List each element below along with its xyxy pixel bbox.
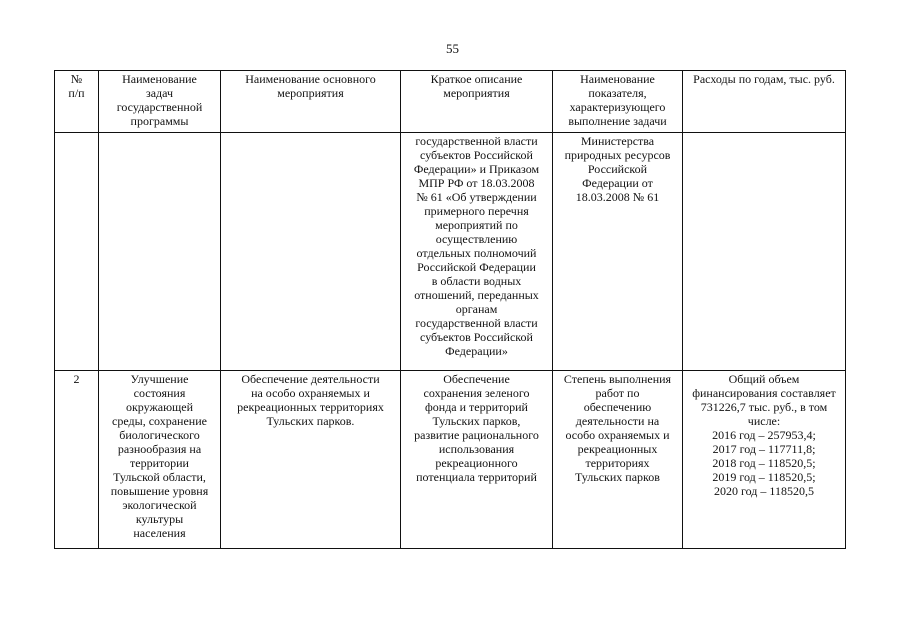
cell-line: Обеспечение деятельности [241, 372, 380, 386]
cell-line: Степень выполнения [563, 372, 672, 386]
cell-line: характеризующего [569, 100, 666, 114]
cell-line: Федерации» и Приказом [413, 162, 540, 176]
cell-line: субъектов Российской [420, 148, 533, 162]
cell-line: Российской Федерации [417, 260, 536, 274]
cell-line: Федерации от [582, 176, 653, 190]
cell-line: Краткое описание [430, 72, 523, 86]
table-cell [221, 133, 401, 371]
header-cell [99, 71, 221, 133]
header-cell [683, 71, 846, 133]
cell-line: мероприятия [277, 86, 344, 100]
page-number: 55 [446, 41, 459, 56]
cell-line: экологической [122, 498, 197, 512]
cell-line: показателя, [588, 86, 647, 100]
cell-line: обеспечению [583, 400, 652, 414]
cell-line: мероприятия [443, 86, 510, 100]
cell-line: субъектов Российской [420, 330, 533, 344]
header-cell [221, 71, 401, 133]
cell-line: примерного перечня [424, 204, 529, 218]
cell-line: использования [438, 442, 515, 456]
cell-line: выполнение задачи [568, 114, 667, 128]
table-row [55, 133, 846, 371]
table-cell [401, 133, 553, 371]
cell-line: 18.03.2008 № 61 [575, 190, 660, 204]
cell-line: органам [455, 302, 498, 316]
table-cell [221, 371, 401, 549]
cell-line: потенциала территорий [416, 470, 537, 484]
cell-line: разнообразия на [117, 442, 202, 456]
table-cell [683, 371, 846, 549]
cell-line: Тульских парков, [432, 414, 521, 428]
cell-line: фонда и территорий [425, 400, 528, 414]
cell-line: отношений, переданных [414, 288, 539, 302]
cell-line: финансирования составляет [692, 386, 836, 400]
table-header-row [55, 71, 846, 133]
cell-line: Наименование основного [245, 72, 376, 86]
cell-line: населения [133, 526, 186, 540]
cell-line: культуры [135, 512, 184, 526]
table-cell [55, 371, 99, 549]
cell-line: состояния [133, 386, 186, 400]
cell-line: государственной власти [415, 316, 538, 330]
cell-line: задач [145, 86, 174, 100]
table-cell [55, 133, 99, 371]
cell-line: Общий объем [728, 372, 800, 386]
cell-line: 2020 год – 118520,5 [714, 484, 814, 498]
cell-line: мероприятий по [435, 218, 518, 232]
cell-line: повышение уровня [110, 484, 209, 498]
cell-line: 2019 год – 118520,5; [712, 470, 816, 484]
table-cell [99, 133, 221, 371]
cell-line: № 61 «Об утверждении [416, 190, 537, 204]
cell-line: сохранения зеленого [423, 386, 530, 400]
table-cell [683, 133, 846, 371]
cell-line: рекреационного [435, 456, 518, 470]
table-row [55, 371, 846, 549]
cell-line: биологического [119, 428, 200, 442]
cell-line: рекреационных [577, 442, 658, 456]
cell-line: рекреационных территориях [237, 400, 384, 414]
cell-line: развитие рационального [414, 428, 539, 442]
cell-line: природных ресурсов [564, 148, 671, 162]
cell-line: Наименование [122, 72, 197, 86]
cell-line: № [70, 72, 83, 86]
cell-line: МПР РФ от 18.03.2008 [418, 176, 535, 190]
cell-line: Федерации» [445, 344, 508, 358]
cell-line: программы [130, 114, 189, 128]
header-cell [401, 71, 553, 133]
cell-line: Расходы по годам, тыс. руб. [693, 72, 835, 86]
cell-line: п/п [68, 86, 85, 100]
program-table [54, 70, 846, 549]
cell-line: государственной [116, 100, 203, 114]
cell-line: в области водных [431, 274, 522, 288]
cell-line: Российской [587, 162, 648, 176]
cell-line: 2 [73, 372, 80, 386]
cell-line: Наименование [580, 72, 655, 86]
cell-line: осуществлению [435, 232, 518, 246]
cell-line: 731226,7 тыс. руб., в том [700, 400, 828, 414]
table-cell [553, 133, 683, 371]
cell-line: окружающей [125, 400, 194, 414]
cell-line: 2018 год – 118520,5; [712, 456, 816, 470]
table-cell [99, 371, 221, 549]
cell-line: числе: [747, 414, 781, 428]
cell-line: территориях [585, 456, 650, 470]
table-cell [553, 371, 683, 549]
cell-line: Тульских парков [575, 470, 660, 484]
cell-line: Улучшение [130, 372, 189, 386]
cell-line: работ по [595, 386, 640, 400]
cell-line: деятельности на [575, 414, 660, 428]
cell-line: государственной власти [415, 134, 538, 148]
header-cell [553, 71, 683, 133]
cell-line: отдельных полномочий [416, 246, 537, 260]
cell-line: 2016 год – 257953,4; [712, 428, 816, 442]
cell-line: среды, сохранение [112, 414, 207, 428]
cell-line: Тульских парков. [266, 414, 355, 428]
table-cell [401, 371, 553, 549]
cell-line: Тульской области, [113, 470, 206, 484]
cell-line: Обеспечение [443, 372, 510, 386]
header-cell [55, 71, 99, 133]
cell-line: Министерства [580, 134, 655, 148]
cell-line: 2017 год – 117711,8; [712, 442, 816, 456]
cell-line: на особо охраняемых и [251, 386, 370, 400]
cell-line: территории [130, 456, 189, 470]
cell-line: особо охраняемых и [565, 428, 670, 442]
